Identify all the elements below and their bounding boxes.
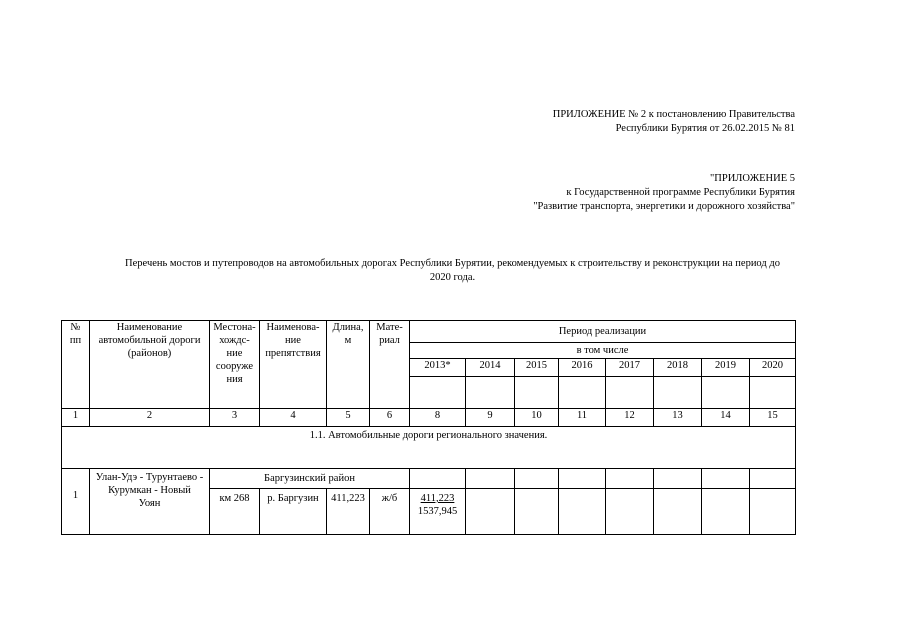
header-row-1	[62, 321, 796, 343]
row-length: 411,223	[327, 489, 370, 535]
road-name-line-3: Уоян	[138, 498, 161, 509]
empty-cell	[515, 469, 559, 489]
district-row	[62, 469, 796, 489]
year-2018: 2018	[654, 359, 702, 377]
document-title-line-1: Перечень мостов и путепроводов на автомобильных дорогах Республики Бурятии, рекомендуемых к строительству и реконструкции на период до	[125, 258, 780, 269]
col-number: 5	[327, 409, 370, 427]
empty-cell	[606, 469, 654, 489]
empty-cell	[702, 469, 750, 489]
row-obstacle: р. Баргузин	[260, 489, 327, 535]
num-cell-top	[62, 469, 90, 489]
col-number: 2	[90, 409, 210, 427]
header-num-line-2: пп	[69, 335, 82, 346]
empty-cell	[466, 469, 515, 489]
header-location-line-1: Местона-	[213, 322, 256, 333]
filler-cell	[410, 377, 466, 409]
empty-cell	[654, 489, 702, 535]
col-number: 3	[210, 409, 260, 427]
col-number: 6	[370, 409, 410, 427]
section-row	[62, 427, 796, 469]
annex-2-line-2: Республики Бурятия от 26.02.2015 № 81	[615, 123, 795, 134]
district-name: Баргузинский район	[210, 469, 410, 489]
bridges-table	[61, 320, 796, 535]
empty-cell	[750, 469, 796, 489]
filler-cell	[702, 377, 750, 409]
empty-cell	[515, 489, 559, 535]
row-location: км 268	[210, 489, 260, 535]
annex-5-line-3: "Развитие транспорта, энергетики и дорожного хозяйства"	[533, 201, 795, 212]
annex-2-line-1: ПРИЛОЖЕНИЕ № 2 к постановлению Правительства	[552, 109, 795, 120]
empty-cell	[750, 489, 796, 535]
filler-cell	[750, 377, 796, 409]
section-title: 1.1. Автомобильные дороги регионального значения.	[62, 427, 796, 469]
empty-cell	[466, 489, 515, 535]
header-period: Период реализации	[410, 321, 796, 343]
year-2019: 2019	[702, 359, 750, 377]
header-material-line-2: риал	[379, 335, 400, 346]
year-2013: 2013*	[410, 359, 466, 377]
row-year-2013-value-1: 411,223	[420, 493, 455, 504]
empty-cell	[410, 469, 466, 489]
row-year-2013	[410, 489, 466, 535]
header-obstacle	[260, 321, 327, 409]
annex-5-header	[533, 172, 795, 214]
empty-cell	[559, 469, 606, 489]
header-location-line-2: хождс-	[219, 335, 250, 346]
col-number: 1	[62, 409, 90, 427]
empty-cell	[654, 469, 702, 489]
year-2020: 2020	[750, 359, 796, 377]
header-material-line-1: Мате-	[376, 322, 403, 333]
header-num-line-1: №	[70, 322, 81, 333]
header-obstacle-line-2: ние	[285, 335, 301, 346]
header-length-line-1: Длина,	[332, 322, 364, 333]
col-number: 9	[466, 409, 515, 427]
header-length	[327, 321, 370, 409]
header-num	[62, 321, 90, 409]
header-location-line-5: ния	[226, 374, 243, 385]
document-title-line-2: 2020 года.	[429, 272, 476, 283]
empty-cell	[559, 489, 606, 535]
empty-cell	[702, 489, 750, 535]
filler-cell	[606, 377, 654, 409]
annex-5-line-1: "ПРИЛОЖЕНИЕ 5	[709, 173, 795, 184]
col-number: 15	[750, 409, 796, 427]
header-road-line-1: Наименование	[116, 322, 183, 333]
filler-cell	[515, 377, 559, 409]
header-road-line-2: автомобильной дороги	[98, 335, 201, 346]
header-location-line-4: сооруже	[215, 361, 254, 372]
row-year-2013-value-2: 1537,945	[417, 506, 458, 517]
row-number: 1	[62, 489, 90, 535]
row-material: ж/б	[370, 489, 410, 535]
header-length-line-2: м	[344, 335, 352, 346]
annex-5-line-2: к Государственной программе Республики Бурятия	[566, 187, 795, 198]
year-2016: 2016	[559, 359, 606, 377]
col-number: 12	[606, 409, 654, 427]
header-location-line-3: ние	[226, 348, 243, 359]
filler-cell	[466, 377, 515, 409]
annex-2-header	[553, 108, 795, 136]
year-2015: 2015	[515, 359, 559, 377]
header-road	[90, 321, 210, 409]
col-number: 10	[515, 409, 559, 427]
road-name-line-2: Курумкан - Новый	[108, 485, 191, 496]
column-number-row	[62, 409, 796, 427]
header-obstacle-line-3: препятствия	[265, 348, 321, 359]
header-road-line-3: (районов)	[127, 348, 172, 359]
document-title	[60, 257, 845, 285]
header-location	[210, 321, 260, 409]
year-2017: 2017	[606, 359, 654, 377]
col-number: 14	[702, 409, 750, 427]
col-number: 13	[654, 409, 702, 427]
header-obstacle-line-1: Наименова-	[266, 322, 320, 333]
filler-cell	[654, 377, 702, 409]
road-name-cell	[90, 469, 210, 535]
col-number: 8	[410, 409, 466, 427]
road-name-line-1: Улан-Удэ - Турунтаево -	[95, 472, 204, 483]
header-including: в том числе	[410, 343, 796, 359]
col-number: 11	[559, 409, 606, 427]
year-2014: 2014	[466, 359, 515, 377]
filler-cell	[559, 377, 606, 409]
empty-cell	[606, 489, 654, 535]
col-number: 4	[260, 409, 327, 427]
header-material	[370, 321, 410, 409]
